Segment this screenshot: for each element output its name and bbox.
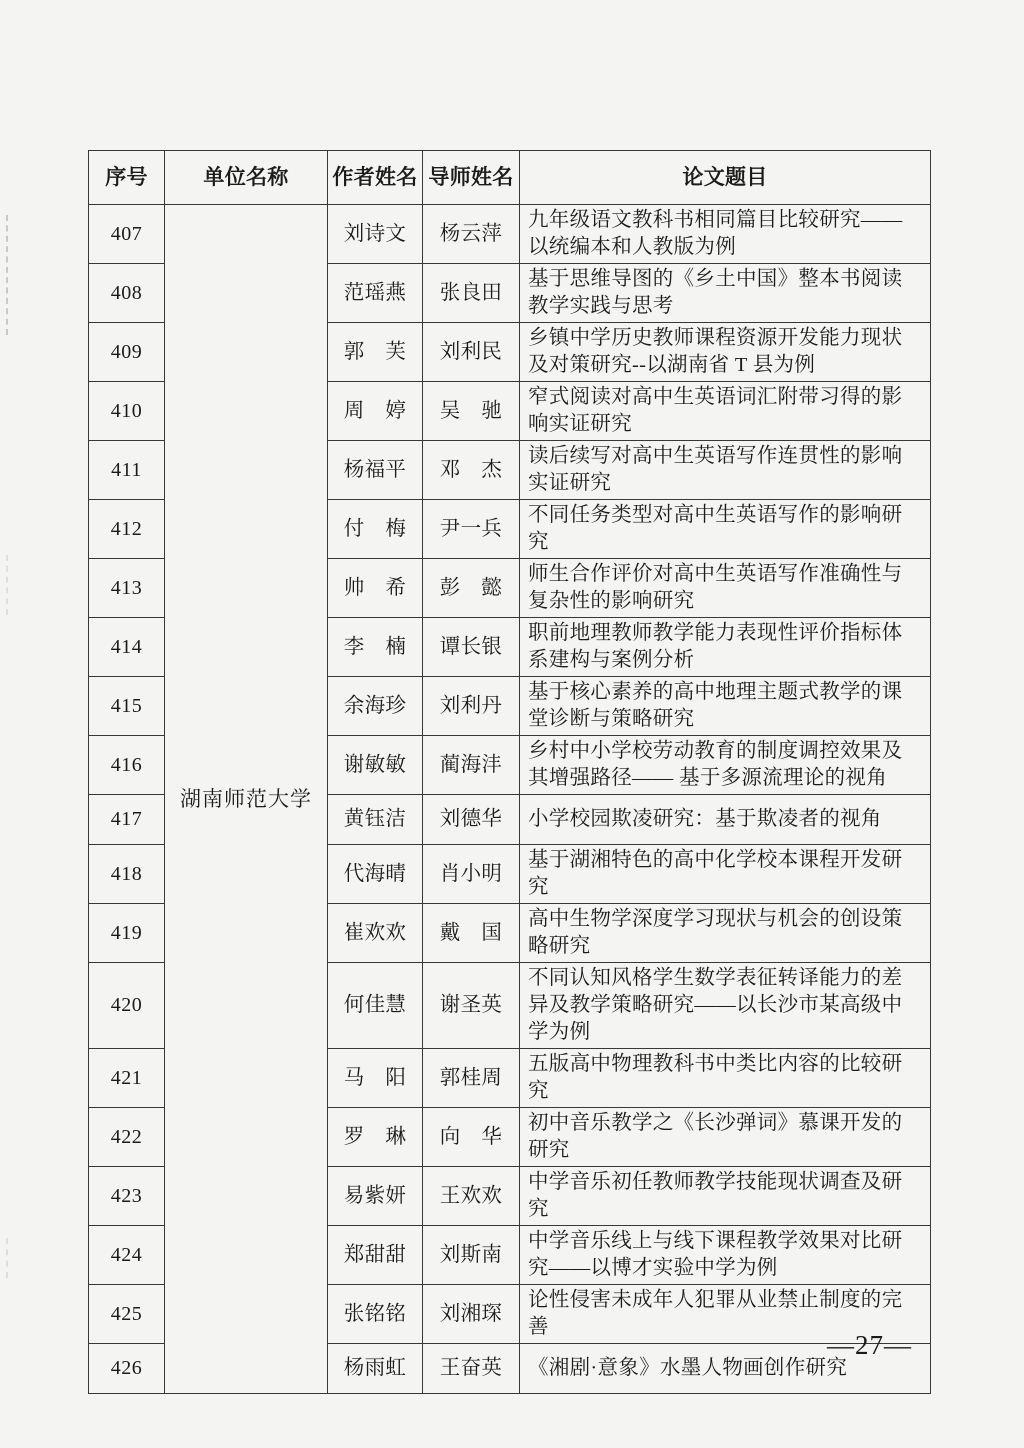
- scan-artifact: [6, 1238, 11, 1278]
- header-thesis-title: 论文题目: [520, 151, 931, 205]
- row-serial-number: 426: [89, 1344, 165, 1394]
- header-unit-name: 单位名称: [165, 151, 328, 205]
- thesis-title-cell: 窄式阅读对高中生英语词汇附带习得的影响实证研究: [520, 382, 931, 441]
- advisor-name-cell: 刘湘琛: [423, 1285, 520, 1344]
- row-serial-number: 425: [89, 1285, 165, 1344]
- header-serial-number: 序号: [89, 151, 165, 205]
- thesis-title-cell: 九年级语文教科书相同篇目比较研究——以统编本和人教版为例: [520, 205, 931, 264]
- thesis-title-cell: 乡镇中学历史教师课程资源开发能力现状及对策研究--以湖南省 T 县为例: [520, 323, 931, 382]
- row-serial-number: 416: [89, 736, 165, 795]
- advisor-name-cell: 杨云萍: [423, 205, 520, 264]
- thesis-table: [88, 150, 931, 1394]
- thesis-title-cell: 高中生物学深度学习现状与机会的创设策略研究: [520, 904, 931, 963]
- row-serial-number: 424: [89, 1226, 165, 1285]
- row-serial-number: 409: [89, 323, 165, 382]
- header-author-name: 作者姓名: [328, 151, 423, 205]
- author-name-cell: 谢敏敏: [328, 736, 423, 795]
- advisor-name-cell: 郭桂周: [423, 1049, 520, 1108]
- advisor-name-cell: 蔺海沣: [423, 736, 520, 795]
- advisor-name-cell: 王奋英: [423, 1344, 520, 1394]
- advisor-name-cell: 刘德华: [423, 795, 520, 845]
- row-serial-number: 412: [89, 500, 165, 559]
- author-name-cell: 郭 芙: [328, 323, 423, 382]
- author-name-cell: 付 梅: [328, 500, 423, 559]
- advisor-name-cell: 戴 国: [423, 904, 520, 963]
- row-serial-number: 415: [89, 677, 165, 736]
- author-name-cell: 杨福平: [328, 441, 423, 500]
- thesis-title-cell: 小学校园欺凌研究：基于欺凌者的视角: [520, 795, 931, 845]
- thesis-title-cell: 职前地理教师教学能力表现性评价指标体系建构与案例分析: [520, 618, 931, 677]
- author-name-cell: 范瑶燕: [328, 264, 423, 323]
- scan-artifact: [6, 215, 11, 335]
- author-name-cell: 刘诗文: [328, 205, 423, 264]
- thesis-title-cell: 中学音乐初任教师教学技能现状调查及研究: [520, 1167, 931, 1226]
- row-serial-number: 421: [89, 1049, 165, 1108]
- author-name-cell: 李 楠: [328, 618, 423, 677]
- thesis-title-cell: 不同认知风格学生数学表征转译能力的差异及教学策略研究——以长沙市某高级中学为例: [520, 963, 931, 1049]
- author-name-cell: 罗 琳: [328, 1108, 423, 1167]
- scan-artifact: [6, 555, 11, 615]
- author-name-cell: 杨雨虹: [328, 1344, 423, 1394]
- advisor-name-cell: 邓 杰: [423, 441, 520, 500]
- thesis-title-cell: 论性侵害未成年人犯罪从业禁止制度的完善: [520, 1285, 931, 1344]
- author-name-cell: 何佳慧: [328, 963, 423, 1049]
- author-name-cell: 张铭铭: [328, 1285, 423, 1344]
- thesis-title-cell: 基于思维导图的《乡土中国》整本书阅读教学实践与思考: [520, 264, 931, 323]
- row-serial-number: 407: [89, 205, 165, 264]
- advisor-name-cell: 彭 懿: [423, 559, 520, 618]
- author-name-cell: 郑甜甜: [328, 1226, 423, 1285]
- row-serial-number: 411: [89, 441, 165, 500]
- row-serial-number: 408: [89, 264, 165, 323]
- row-serial-number: 417: [89, 795, 165, 845]
- unit-name-cell: 湖南师范大学: [165, 205, 328, 1394]
- page-number: —27—: [827, 1330, 912, 1360]
- header-row: [89, 151, 931, 205]
- thesis-title-cell: 师生合作评价对高中生英语写作准确性与复杂性的影响研究: [520, 559, 931, 618]
- author-name-cell: 马 阳: [328, 1049, 423, 1108]
- advisor-name-cell: 谭长银: [423, 618, 520, 677]
- thesis-title-cell: 不同任务类型对高中生英语写作的影响研究: [520, 500, 931, 559]
- author-name-cell: 余海珍: [328, 677, 423, 736]
- advisor-name-cell: 吴 驰: [423, 382, 520, 441]
- thesis-title-cell: 基于核心素养的高中地理主题式教学的课堂诊断与策略研究: [520, 677, 931, 736]
- header-advisor-name: 导师姓名: [423, 151, 520, 205]
- advisor-name-cell: 肖小明: [423, 845, 520, 904]
- thesis-title-cell: 初中音乐教学之《长沙弹词》慕课开发的研究: [520, 1108, 931, 1167]
- advisor-name-cell: 刘利民: [423, 323, 520, 382]
- author-name-cell: 黄钰洁: [328, 795, 423, 845]
- advisor-name-cell: 尹一兵: [423, 500, 520, 559]
- row-serial-number: 422: [89, 1108, 165, 1167]
- author-name-cell: 崔欢欢: [328, 904, 423, 963]
- table-header: [89, 151, 931, 205]
- table-body: [89, 205, 931, 1394]
- row-serial-number: 420: [89, 963, 165, 1049]
- thesis-title-cell: 《湘剧·意象》水墨人物画创作研究: [520, 1344, 931, 1394]
- advisor-name-cell: 刘利丹: [423, 677, 520, 736]
- thesis-title-cell: 基于湖湘特色的高中化学校本课程开发研究: [520, 845, 931, 904]
- advisor-name-cell: 张良田: [423, 264, 520, 323]
- row-serial-number: 419: [89, 904, 165, 963]
- thesis-title-cell: 读后续写对高中生英语写作连贯性的影响实证研究: [520, 441, 931, 500]
- author-name-cell: 易紫妍: [328, 1167, 423, 1226]
- advisor-name-cell: 向 华: [423, 1108, 520, 1167]
- thesis-title-cell: 五版高中物理教科书中类比内容的比较研究: [520, 1049, 931, 1108]
- author-name-cell: 代海晴: [328, 845, 423, 904]
- advisor-name-cell: 刘斯南: [423, 1226, 520, 1285]
- row-serial-number: 414: [89, 618, 165, 677]
- advisor-name-cell: 谢圣英: [423, 963, 520, 1049]
- author-name-cell: 帅 希: [328, 559, 423, 618]
- thesis-title-cell: 中学音乐线上与线下课程教学效果对比研究——以博才实验中学为例: [520, 1226, 931, 1285]
- advisor-name-cell: 王欢欢: [423, 1167, 520, 1226]
- thesis-title-cell: 乡村中小学校劳动教育的制度调控效果及其增强路径—— 基于多源流理论的视角: [520, 736, 931, 795]
- row-serial-number: 423: [89, 1167, 165, 1226]
- row-serial-number: 410: [89, 382, 165, 441]
- author-name-cell: 周 婷: [328, 382, 423, 441]
- row-serial-number: 413: [89, 559, 165, 618]
- row-serial-number: 418: [89, 845, 165, 904]
- table-row: [89, 205, 931, 264]
